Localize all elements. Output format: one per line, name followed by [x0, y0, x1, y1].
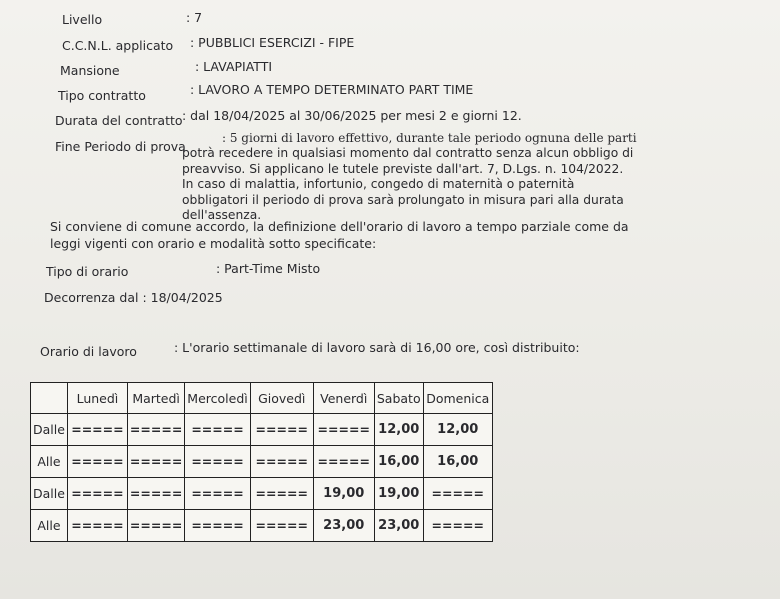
livello-label: Livello: [62, 12, 103, 27]
schedule-cell: =====: [127, 478, 184, 510]
schedule-cell: =====: [185, 478, 250, 510]
schedule-cell: =====: [423, 478, 492, 510]
schedule-cell: 16,00: [423, 446, 492, 478]
schedule-cell: =====: [250, 510, 313, 542]
row-label: Alle: [31, 510, 68, 542]
schedule-cell: =====: [250, 446, 313, 478]
schedule-cell: =====: [185, 414, 250, 446]
ccnl-value: : PUBBLICI ESERCIZI - FIPE: [190, 35, 355, 50]
decorrenza-text: Decorrenza dal : 18/04/2025: [44, 290, 223, 305]
schedule-cell: =====: [127, 446, 184, 478]
prova-paragraph: [182, 146, 633, 224]
schedule-cell: =====: [67, 478, 127, 510]
prova-label: Fine Periodo di prova: [55, 139, 186, 154]
table-row: [31, 414, 493, 446]
schedule-cell: =====: [250, 478, 313, 510]
day-header: Giovedì: [250, 383, 313, 414]
tipo-orario-value: : Part-Time Misto: [216, 261, 321, 276]
agreement-paragraph: [50, 218, 629, 252]
schedule-cell: 12,00: [374, 414, 423, 446]
schedule-cell: 12,00: [423, 414, 492, 446]
durata-value: : dal 18/04/2025 al 30/06/2025 per mesi 2 e giorni 12.: [182, 108, 522, 123]
row-label: Dalle: [31, 414, 68, 446]
row-label: Dalle: [31, 478, 68, 510]
row-label: Alle: [31, 446, 68, 478]
day-header: Mercoledì: [185, 383, 250, 414]
schedule-cell: =====: [67, 510, 127, 542]
prova-line: potrà recedere in qualsiasi momento dal contratto senza alcun obbligo di: [182, 146, 634, 160]
day-header: Martedì: [127, 383, 184, 414]
agreement-line: Si conviene di comune accordo, la definizione dell'orario di lavoro a tempo parziale come da: [50, 219, 629, 234]
prova-line: In caso di malattia, infortunio, congedo di maternità o paternità: [182, 177, 575, 191]
schedule-cell: 19,00: [313, 478, 374, 510]
day-header: Venerdì: [313, 383, 374, 414]
schedule-cell: =====: [250, 414, 313, 446]
day-header: Sabato: [374, 383, 423, 414]
tipo-orario-label: Tipo di orario: [46, 264, 129, 279]
schedule-cell: =====: [185, 510, 250, 542]
schedule-cell: =====: [313, 446, 374, 478]
day-header: Domenica: [423, 383, 492, 414]
schedule-cell: =====: [67, 446, 127, 478]
schedule-cell: 19,00: [374, 478, 423, 510]
schedule-header-row: [31, 383, 493, 414]
table-row: [31, 478, 493, 510]
orario-value: : L'orario settimanale di lavoro sarà di 16,00 ore, così distribuito:: [174, 340, 580, 355]
prova-line: obbligatori il periodo di prova sarà prolungato in misura pari alla durata: [182, 192, 624, 207]
prova-line: dell'assenza.: [182, 208, 262, 222]
mansione-value: : LAVAPIATTI: [195, 59, 273, 74]
prova-first-line: : 5 giorni di lavoro effettivo, durante tale periodo ognuna delle parti: [222, 131, 637, 145]
mansione-label: Mansione: [60, 63, 120, 78]
prova-line: preavviso. Si applicano le tutele previste dall'art. 7, D.Lgs. n. 104/2022.: [182, 161, 624, 176]
schedule-cell: 23,00: [313, 510, 374, 542]
durata-label: Durata del contratto: [55, 113, 183, 128]
schedule-cell: =====: [423, 510, 492, 542]
schedule-cell: =====: [313, 414, 374, 446]
tipo-contratto-label: Tipo contratto: [58, 88, 146, 103]
table-row: [31, 446, 493, 478]
day-header: Lunedì: [67, 383, 127, 414]
schedule-table: [30, 382, 493, 542]
schedule-cell: =====: [127, 414, 184, 446]
orario-label: Orario di lavoro: [40, 344, 137, 359]
schedule-cell: 16,00: [374, 446, 423, 478]
schedule-cell: =====: [185, 446, 250, 478]
agreement-line: leggi vigenti con orario e modalità sotto specificate:: [50, 236, 377, 251]
schedule-cell: =====: [67, 414, 127, 446]
schedule-cell: 23,00: [374, 510, 423, 542]
tipo-contratto-value: : LAVORO A TEMPO DETERMINATO PART TIME: [190, 82, 474, 97]
schedule-cell: =====: [127, 510, 184, 542]
livello-value: : 7: [186, 10, 203, 25]
ccnl-label: C.C.N.L. applicato: [62, 38, 174, 53]
corner-cell: [31, 383, 68, 414]
table-row: [31, 510, 493, 542]
